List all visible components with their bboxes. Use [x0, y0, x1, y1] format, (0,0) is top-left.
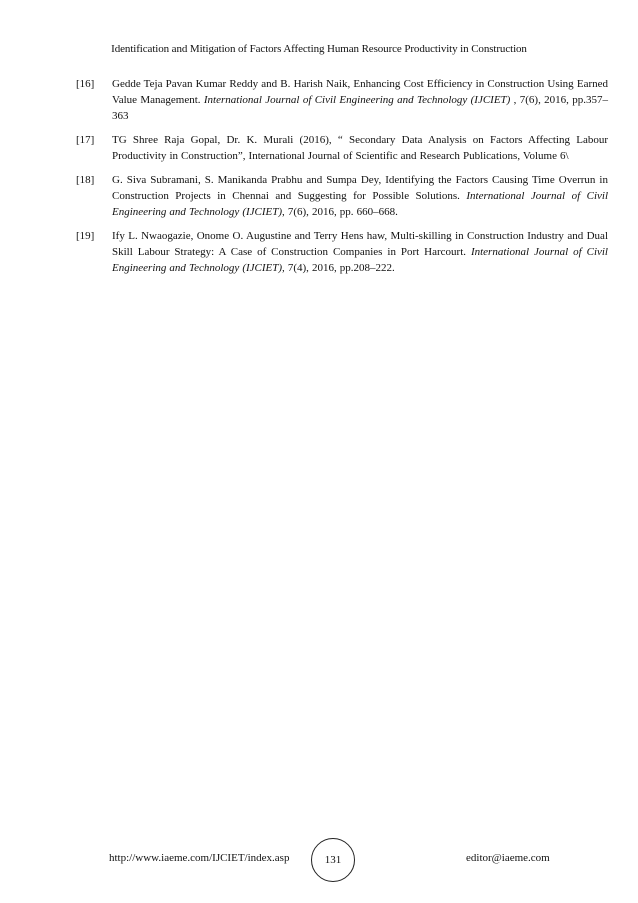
running-header: Identification and Mitigation of Factors Affecting Human Resource Productivity in Construction — [111, 43, 527, 55]
reference-authors-title: Gedde Teja Pavan Kumar Reddy and B. Harish Naik, Enhancing Cost Efficiency in Construction Using Earned Value Management. — [112, 78, 608, 106]
reference-list — [76, 76, 608, 284]
reference-text — [112, 76, 608, 124]
reference-number: [18] — [76, 174, 95, 186]
reference-journal: International Journal of Civil Engineering and Technology (IJCIET) — [112, 190, 608, 218]
reference-text — [112, 172, 608, 220]
reference-details: , 7(6), 2016, pp. 660–668. — [282, 206, 398, 218]
reference-authors-title: TG Shree Raja Gopal, Dr. K. Murali (2016), “ Secondary Data Analysis on Factors Affecting Labour Productivity in Construction”, International Journal of Scientific and Research Publications, Volume 6\ — [112, 134, 608, 162]
reference-authors-title: G. Siva Subramani, S. Manikanda Prabhu and Sumpa Dey, Identifying the Factors Causing Time Overrun in Construction Projects in Chennai and Suggesting for Possible Solutions. — [112, 174, 608, 202]
footer-email-link[interactable]: editor@iaeme.com — [466, 852, 550, 864]
reference-item — [76, 76, 608, 124]
page-number-badge: 131 — [311, 838, 355, 882]
reference-journal: International Journal of Civil Engineering and Technology (IJCIET), — [112, 246, 608, 274]
footer-url-link[interactable]: http://www.iaeme.com/IJCIET/index.asp — [109, 852, 290, 864]
reference-number: [19] — [76, 230, 95, 242]
reference-authors-title: Ify L. Nwaogazie, Onome O. Augustine and Terry Hens haw, Multi-skilling in Construction Industry and Dual Skill Labour Strategy: A Case of Construction Companies in Port Harcourt. — [112, 230, 608, 258]
reference-number: [17] — [76, 134, 95, 146]
reference-number: [16] — [76, 78, 95, 90]
reference-journal: International Journal of Civil Engineering and Technology (IJCIET) — [203, 94, 511, 106]
reference-item — [76, 132, 608, 164]
reference-text — [112, 228, 608, 276]
reference-details: 7(4), 2016, pp.208–222. — [284, 262, 395, 274]
reference-item — [76, 172, 608, 220]
page-footer — [0, 838, 638, 886]
reference-details: , 7(6), 2016, pp.357–363 — [112, 94, 608, 122]
reference-item — [76, 228, 608, 276]
reference-text — [112, 132, 608, 164]
